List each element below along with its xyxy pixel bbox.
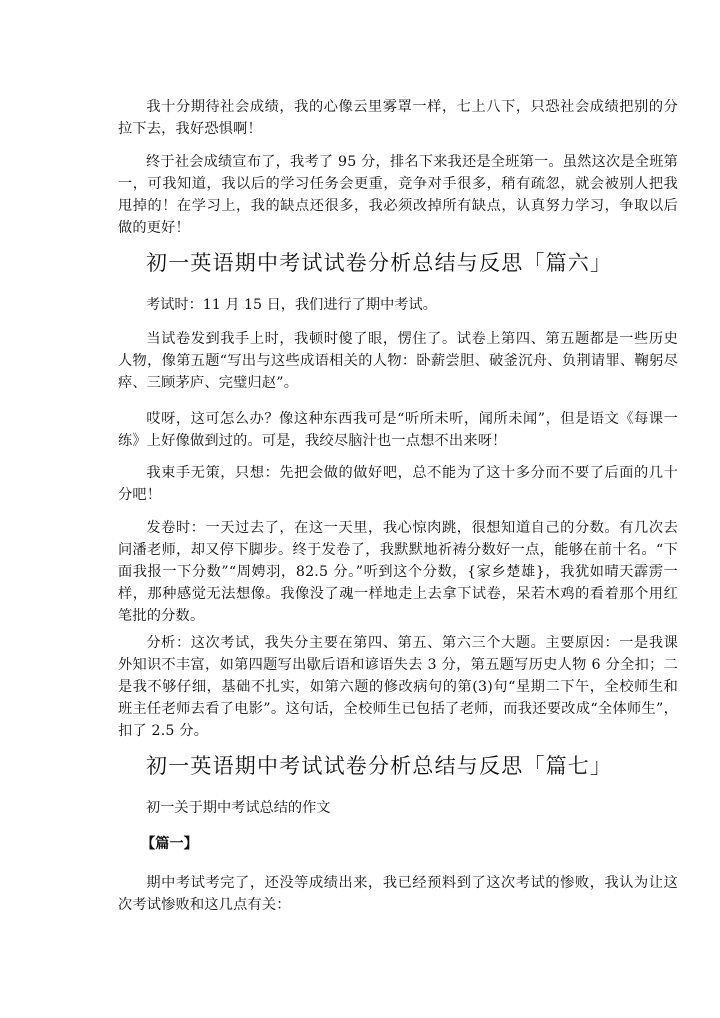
paragraph: 考试时：11 月 15 日，我们进行了期中考试。 [146,297,437,313]
paragraph: 期中考试考完了，还没等成绩出来，我已经预料到了这次考试的惨败，我认为让这次考试惨败和这几点有关： [118,875,678,913]
part-label: 【篇一】 [141,836,198,852]
paragraph: 当试卷发到我手上时，我顿时傻了眼，愣住了。试卷上第四、第五题都是一些历史人物，像第五题“写出与这些成语相关的人物：卧薪尝胆、破釜沉舟、负荆请罪、鞠躬尽瘁、三顾茅庐、完璧归赵”。 [118,331,678,391]
paragraph: 我束手无策，只想：先把会做的做好吧，总不能为了这十多分而不要了后面的几十分吧！ [118,465,678,503]
paragraph: 终于社会成绩宣布了，我考了 95 分，排名下来我还是全班第一。虽然这次是全班第一，可我知道，我以后的学习任务会更重，竞争对手很多，稍有疏忽，就会被别人把我甩掉的！在学习上，我的缺点还很多，我必须改掉所有缺点，认真努力学习，争取以后做的更好！ [118,154,678,236]
section-heading: 初一英语期中考试试卷分析总结与反思「篇六」 [146,251,613,275]
paragraph: 哎呀，这可怎么办？像这种东西我可是“听所未听，闻所未闻”，但是语文《每课一练》上好像做到过的。可是，我绞尽脑汁也一点想不出来呀！ [118,411,678,449]
paragraph: 发卷时：一天过去了，在这一天里，我心惊肉跳，很想知道自己的分数。有几次去问潘老师，却又停下脚步。终于发卷了，我默默地祈祷分数好一点，能够在前十名。“下面我报一下分数”“周娉羽，82.5 分。”听到这个分数，{家乡楚雄}，我犹如晴天霹雳一样，那种感觉无法想像。我像没了魂一样地走上去拿下试卷，呆若木鸡的看着那个用红笔批的分数。 [118,520,678,624]
section-heading: 初一英语期中考试试卷分析总结与反思「篇七」 [146,754,613,778]
paragraph: 分析：这次考试，我失分主要在第四、第五、第六三个大题。主要原因：一是我课外知识不丰富，如第四题写出歇后语和谚语失去 3 分，第五题写历史人物 6 分全扣；二是我不够仔细，基础不扎实，如第六题的修改病句的第(3)句“星期二下午，全校师生和班主任老师去看了电影”。这句话，全校师生已包括了老师，而我还要改成“全体师生”，扣了 2.5 分。 [118,635,678,739]
subtitle: 初一关于期中考试总结的作文 [146,800,331,816]
paragraph: 我十分期待社会成绩，我的心像云里雾罩一样，七上八下，只恐社会成绩把别的分拉下去，我好恐惧啊！ [118,99,678,137]
